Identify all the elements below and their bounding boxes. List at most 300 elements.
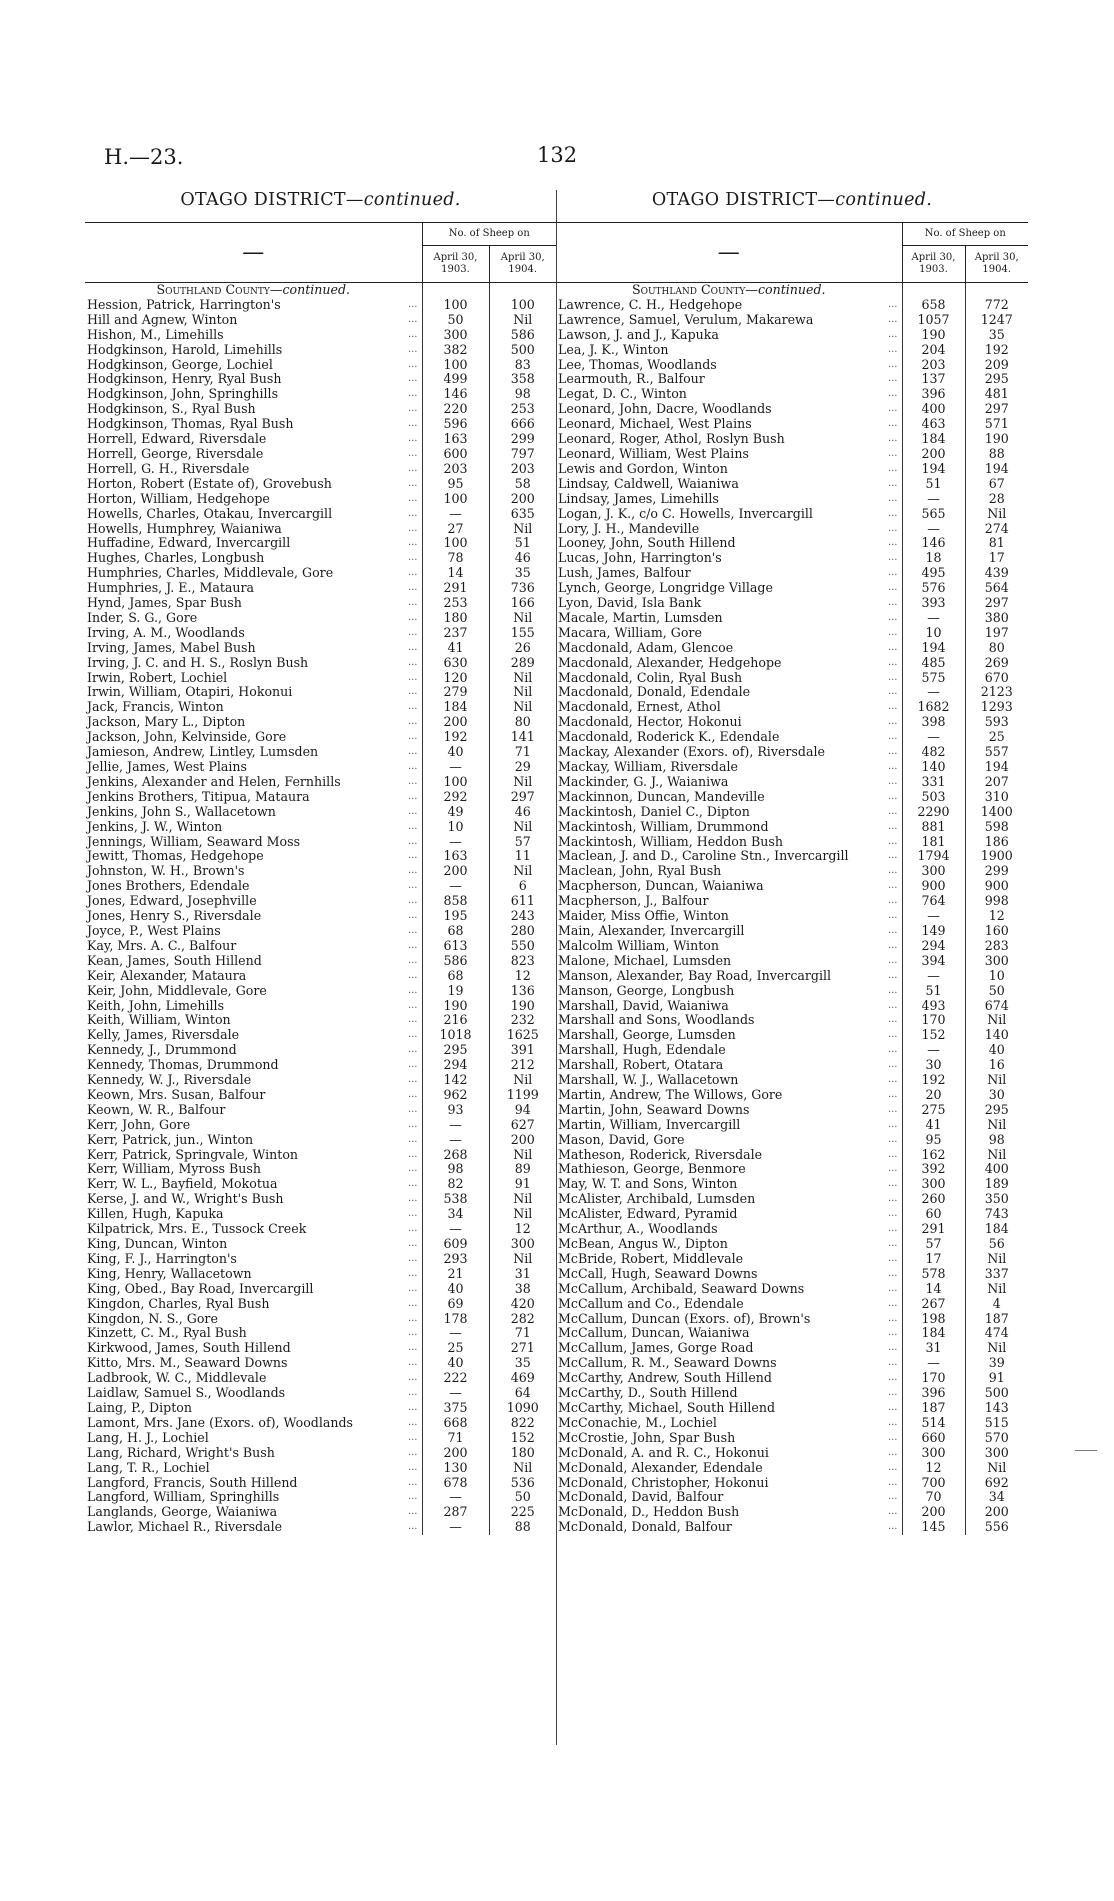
owner-name: Kitto, Mrs. M., Seaward Downs ... <box>87 1356 418 1371</box>
owner-name: Jennings, William, Seaward Moss ... <box>87 834 418 849</box>
owner-name: Kerr, Patrick, Springvale, Winton ... <box>87 1147 418 1162</box>
table-row <box>556 1013 1028 1028</box>
sheep-1904: 30 <box>965 1088 1028 1103</box>
sheep-1903: — <box>902 1356 965 1371</box>
owner-name: Langford, Francis, South Hillend ... <box>87 1475 418 1490</box>
table-row <box>556 805 1028 820</box>
table-row <box>85 775 556 790</box>
table-row <box>556 1446 1028 1461</box>
sheep-1903: 41 <box>902 1118 965 1133</box>
leader-dots: ... <box>406 954 418 969</box>
left-county-italic: continued. <box>282 282 351 297</box>
owner-name: McCallum, Duncan (Exors. of), Brown's ... <box>558 1311 898 1326</box>
owner-name: McCallum, R. M., Seaward Downs ... <box>558 1356 898 1371</box>
leader-dots: ... <box>886 939 898 954</box>
leader-dots: ... <box>406 745 418 760</box>
owner-name: McDonald, Christopher, Hokonui ... <box>558 1475 898 1490</box>
table-row <box>556 1312 1028 1327</box>
owner-name: Lang, T. R., Lochiel ... <box>87 1460 418 1475</box>
leader-dots: ... <box>886 685 898 700</box>
leader-dots: ... <box>406 775 418 790</box>
table-row <box>85 1207 556 1222</box>
table-row <box>556 1297 1028 1312</box>
sheep-1904: 1090 <box>489 1401 556 1416</box>
owner-name: Joyce, P., West Plains ... <box>87 923 418 938</box>
sheep-1903: 27 <box>422 522 489 537</box>
sheep-1904: 598 <box>965 820 1028 835</box>
owner-name: Hill and Agnew, Winton ... <box>87 312 418 327</box>
leader-dots: ... <box>886 760 898 775</box>
sheep-1904: 4 <box>965 1297 1028 1312</box>
sheep-1904: 212 <box>489 1058 556 1073</box>
table-row <box>556 1401 1028 1416</box>
table-row <box>556 1222 1028 1237</box>
table-row <box>556 1207 1028 1222</box>
leader-dots: ... <box>886 462 898 477</box>
sheep-1904: 140 <box>965 1028 1028 1043</box>
table-row <box>556 1520 1028 1535</box>
leader-dots: ... <box>406 551 418 566</box>
sheep-1904: 310 <box>965 790 1028 805</box>
leader-dots: ... <box>406 1058 418 1073</box>
leader-dots: ... <box>406 939 418 954</box>
owner-name: McDonald, D., Heddon Bush ... <box>558 1505 898 1520</box>
sheep-1903: — <box>422 1326 489 1341</box>
sheep-1904: 6 <box>489 879 556 894</box>
owner-name: McDonald, Alexander, Edendale ... <box>558 1460 898 1475</box>
sheep-1903: 93 <box>422 1103 489 1118</box>
table-row <box>556 462 1028 477</box>
leader-dots: ... <box>886 1431 898 1446</box>
owner-name: Main, Alexander, Invercargill ... <box>558 923 898 938</box>
owner-name: Mathieson, George, Benmore ... <box>558 1162 898 1177</box>
leader-dots: ... <box>886 715 898 730</box>
sheep-1904: 1625 <box>489 1028 556 1043</box>
leader-dots: ... <box>886 775 898 790</box>
table-row <box>85 715 556 730</box>
sheep-1904: 50 <box>965 984 1028 999</box>
table-row <box>556 417 1028 432</box>
sheep-1904: 26 <box>489 641 556 656</box>
sheep-1904: 12 <box>489 969 556 984</box>
table-row <box>85 536 556 551</box>
owner-name: Marshall, David, Waianiwa ... <box>558 998 898 1013</box>
owner-name: McCallum and Co., Edendale ... <box>558 1296 898 1311</box>
owner-name: Matheson, Roderick, Riversdale ... <box>558 1147 898 1162</box>
table-row <box>556 387 1028 402</box>
sheep-1904: 439 <box>965 566 1028 581</box>
sheep-1903: — <box>902 611 965 626</box>
leader-dots: ... <box>886 1028 898 1043</box>
sheep-1904: 83 <box>489 358 556 373</box>
owner-name: Langlands, George, Waianiwa ... <box>87 1505 418 1520</box>
table-row <box>85 417 556 432</box>
table-row <box>556 596 1028 611</box>
sheep-1903: 204 <box>902 343 965 358</box>
table-row <box>556 1476 1028 1491</box>
table-row <box>556 1043 1028 1058</box>
sheep-1903: 198 <box>902 1312 965 1327</box>
leader-dots: ... <box>406 492 418 507</box>
table-row <box>85 894 556 909</box>
table-row <box>85 1520 556 1535</box>
sheep-1903: 163 <box>422 849 489 864</box>
sheep-1904: 586 <box>489 328 556 343</box>
owner-name: Howells, Humphrey, Waianiwa ... <box>87 521 418 536</box>
table-row <box>85 522 556 537</box>
sheep-1903: 162 <box>902 1148 965 1163</box>
table-row <box>85 1461 556 1476</box>
sheep-1903: 195 <box>422 909 489 924</box>
table-row <box>85 581 556 596</box>
table-row <box>556 1431 1028 1446</box>
sheep-1904: 98 <box>965 1133 1028 1148</box>
sheep-1903: 190 <box>902 328 965 343</box>
sheep-1904: 28 <box>965 492 1028 507</box>
table-row <box>556 492 1028 507</box>
sheep-1903: — <box>902 492 965 507</box>
table-row <box>556 909 1028 924</box>
sheep-1904: 12 <box>489 1222 556 1237</box>
sheep-1904: 822 <box>489 1416 556 1431</box>
leader-dots: ... <box>886 1118 898 1133</box>
owner-name: McCarthy, D., South Hillend ... <box>558 1386 898 1401</box>
table-row <box>85 1297 556 1312</box>
leader-dots: ... <box>886 1148 898 1163</box>
sheep-1903: 200 <box>422 715 489 730</box>
owner-name: Martin, Andrew, The Willows, Gore ... <box>558 1087 898 1102</box>
leader-dots: ... <box>886 1341 898 1356</box>
sheep-1904: 25 <box>965 730 1028 745</box>
leader-dots: ... <box>406 1103 418 1118</box>
leader-dots: ... <box>886 1073 898 1088</box>
sheep-1903: 279 <box>422 685 489 700</box>
leader-dots: ... <box>886 745 898 760</box>
table-row <box>556 1356 1028 1371</box>
owner-name: Leonard, William, West Plains ... <box>558 446 898 461</box>
sheep-1903: 10 <box>902 626 965 641</box>
sheep-1903: 613 <box>422 939 489 954</box>
sheep-1904: 100 <box>489 298 556 313</box>
sheep-1903: 21 <box>422 1267 489 1282</box>
leader-dots: ... <box>406 1520 418 1535</box>
owner-name: Kilpatrick, Mrs. E., Tussock Creek ... <box>87 1222 418 1237</box>
sheep-1903: 495 <box>902 566 965 581</box>
leader-dots: ... <box>886 1222 898 1237</box>
sheep-1904: 11 <box>489 849 556 864</box>
sheep-1903: 130 <box>422 1461 489 1476</box>
sheep-1903: 192 <box>422 730 489 745</box>
owner-name: Kirkwood, James, South Hillend ... <box>87 1341 418 1356</box>
table-row <box>556 1386 1028 1401</box>
owner-name: Kerr, John, Gore ... <box>87 1117 418 1132</box>
owner-name: Lawrence, Samuel, Verulum, Makarewa ... <box>558 312 898 327</box>
leader-dots: ... <box>406 1013 418 1028</box>
owner-name: Horton, Robert (Estate of), Grovebush ... <box>87 476 418 491</box>
owner-name: Jamieson, Andrew, Lintley, Lumsden ... <box>87 745 418 760</box>
sheep-1903: 120 <box>422 671 489 686</box>
sheep-1903: 140 <box>902 760 965 775</box>
sheep-1904: 536 <box>489 1476 556 1491</box>
sheep-1904: 295 <box>965 372 1028 387</box>
table-row <box>556 820 1028 835</box>
sheep-1904: 207 <box>965 775 1028 790</box>
leader-dots: ... <box>406 969 418 984</box>
owner-name: Keith, William, Winton ... <box>87 1013 418 1028</box>
table-row <box>556 984 1028 999</box>
owner-name: Horrell, George, Riversdale ... <box>87 446 418 461</box>
table-row <box>556 1103 1028 1118</box>
sheep-1904: 88 <box>965 447 1028 462</box>
sheep-1904: 166 <box>489 596 556 611</box>
owner-name: Macdonald, Adam, Glencoe ... <box>558 640 898 655</box>
sheep-1904: 481 <box>965 387 1028 402</box>
sheep-1904: Nil <box>965 1282 1028 1297</box>
leader-dots: ... <box>406 864 418 879</box>
sheep-1904: 80 <box>489 715 556 730</box>
leader-dots: ... <box>886 969 898 984</box>
owner-name: Jones Brothers, Edendale ... <box>87 879 418 894</box>
sheep-1903: 514 <box>902 1416 965 1431</box>
leader-dots: ... <box>406 1356 418 1371</box>
sheep-1904: Nil <box>489 611 556 626</box>
sheep-1904: 772 <box>965 298 1028 313</box>
owner-name: Lindsay, James, Limehills ... <box>558 491 898 506</box>
leader-dots: ... <box>886 1446 898 1461</box>
leader-dots: ... <box>886 671 898 686</box>
table-row <box>556 1177 1028 1192</box>
sheep-1903: 57 <box>902 1237 965 1252</box>
table-row <box>85 1073 556 1088</box>
sheep-1903: 190 <box>422 999 489 1014</box>
sheep-1903: 178 <box>422 1312 489 1327</box>
table-row <box>85 507 556 522</box>
leader-dots: ... <box>406 1341 418 1356</box>
table-row <box>85 432 556 447</box>
leader-dots: ... <box>886 1043 898 1058</box>
owner-name: Marshall, Hugh, Edendale ... <box>558 1043 898 1058</box>
sheep-1904: Nil <box>489 864 556 879</box>
table-row <box>85 984 556 999</box>
leader-dots: ... <box>886 566 898 581</box>
sheep-1904: 627 <box>489 1118 556 1133</box>
sheep-1903: 200 <box>422 1446 489 1461</box>
table-row <box>556 1252 1028 1267</box>
sheep-1903: 40 <box>422 1282 489 1297</box>
owner-name: Kennedy, Thomas, Drummond ... <box>87 1058 418 1073</box>
owner-name: Kingdon, Charles, Ryal Bush ... <box>87 1296 418 1311</box>
owner-name: Kennedy, J., Drummond ... <box>87 1043 418 1058</box>
table-row <box>556 313 1028 328</box>
owner-name: Macdonald, Donald, Edendale ... <box>558 685 898 700</box>
leader-dots: ... <box>886 477 898 492</box>
sheep-1903: 220 <box>422 402 489 417</box>
sheep-1904: 12 <box>965 909 1028 924</box>
sheep-1903: 192 <box>902 1073 965 1088</box>
table-row <box>85 298 556 313</box>
page-number: 132 <box>537 143 578 167</box>
table-row <box>85 969 556 984</box>
sheep-1904: 900 <box>965 879 1028 894</box>
owner-name: Macpherson, Duncan, Waianiwa ... <box>558 879 898 894</box>
sheep-1903: 181 <box>902 835 965 850</box>
leader-dots: ... <box>886 432 898 447</box>
leader-dots: ... <box>886 1416 898 1431</box>
sheep-1904: 1247 <box>965 313 1028 328</box>
sheep-1903: 300 <box>422 328 489 343</box>
right-owner-header: — <box>556 223 902 283</box>
table-row <box>85 1371 556 1386</box>
leader-dots: ... <box>886 864 898 879</box>
sheep-1904: Nil <box>489 1207 556 1222</box>
left-county-heading <box>85 283 422 298</box>
table-row <box>556 1088 1028 1103</box>
table-row <box>85 313 556 328</box>
table-row <box>85 1058 556 1073</box>
sheep-1903: 20 <box>902 1088 965 1103</box>
leader-dots: ... <box>406 730 418 745</box>
owner-name: Hynd, James, Spar Bush ... <box>87 596 418 611</box>
owner-name: Hishon, M., Limehills ... <box>87 327 418 342</box>
sheep-1904: 271 <box>489 1341 556 1356</box>
leader-dots: ... <box>886 551 898 566</box>
sheep-1903: 50 <box>422 313 489 328</box>
sheep-1904: Nil <box>489 1192 556 1207</box>
sheep-1903: 100 <box>422 492 489 507</box>
sheep-1903: 392 <box>902 1162 965 1177</box>
sheep-1904: 1199 <box>489 1088 556 1103</box>
sheep-1903: 396 <box>902 1386 965 1401</box>
owner-name: Howells, Charles, Otakau, Invercargill ... <box>87 506 418 521</box>
owner-name: Mackinnon, Duncan, Mandeville ... <box>558 789 898 804</box>
sheep-1903: 300 <box>902 1446 965 1461</box>
leader-dots: ... <box>406 1133 418 1148</box>
leader-dots: ... <box>406 1312 418 1327</box>
sheep-1903: 668 <box>422 1416 489 1431</box>
owner-name: Maider, Miss Offie, Winton ... <box>558 909 898 924</box>
owner-name: Lang, H. J., Lochiel ... <box>87 1430 418 1445</box>
owner-name: McDonald, A. and R. C., Hokonui ... <box>558 1445 898 1460</box>
table-row <box>85 1312 556 1327</box>
table-row <box>556 835 1028 850</box>
owner-name: Kingdon, N. S., Gore ... <box>87 1311 418 1326</box>
sheep-1904: 564 <box>965 581 1028 596</box>
leader-dots: ... <box>886 1297 898 1312</box>
leader-dots: ... <box>406 1043 418 1058</box>
sheep-1903: 12 <box>902 1461 965 1476</box>
sheep-1903: 586 <box>422 954 489 969</box>
sheep-1904: Nil <box>965 1341 1028 1356</box>
owner-name: Marshall, George, Lumsden ... <box>558 1028 898 1043</box>
sheep-1904: 400 <box>965 1162 1028 1177</box>
sheep-1904: 674 <box>965 999 1028 1014</box>
sheep-1903: 31 <box>902 1341 965 1356</box>
sheep-1904: Nil <box>489 685 556 700</box>
owner-name: Jackson, John, Kelvinside, Gore ... <box>87 730 418 745</box>
owner-name: Horrell, G. H., Riversdale ... <box>87 461 418 476</box>
sheep-1903: 292 <box>422 790 489 805</box>
table-row <box>85 1431 556 1446</box>
sheep-1904: 50 <box>489 1490 556 1505</box>
owner-name: Mackay, Alexander (Exors. of), Riversdale ... <box>558 745 898 760</box>
table-row <box>85 685 556 700</box>
sheep-1904: Nil <box>965 1252 1028 1267</box>
sheep-1903: 216 <box>422 1013 489 1028</box>
leader-dots: ... <box>886 984 898 999</box>
owner-name: Lyon, David, Isla Bank ... <box>558 596 898 611</box>
sheep-1903: 68 <box>422 924 489 939</box>
leader-dots: ... <box>886 1356 898 1371</box>
sheep-1903: 268 <box>422 1148 489 1163</box>
margin-mark <box>1075 1450 1097 1454</box>
sheep-1903: 187 <box>902 1401 965 1416</box>
leader-dots: ... <box>886 328 898 343</box>
owner-name: Lawrence, C. H., Hedgehope ... <box>558 297 898 312</box>
sheep-1904: 391 <box>489 1043 556 1058</box>
sheep-1903: 394 <box>902 954 965 969</box>
table-row <box>85 626 556 641</box>
table-row <box>85 1133 556 1148</box>
table-row <box>556 849 1028 864</box>
sheep-1904: Nil <box>489 1252 556 1267</box>
table-row <box>85 656 556 671</box>
owner-name: Lynch, George, Longridge Village ... <box>558 581 898 596</box>
table-row <box>556 969 1028 984</box>
sheep-1903: 900 <box>902 879 965 894</box>
owner-name: Horrell, Edward, Riversdale ... <box>87 432 418 447</box>
table-row <box>85 1118 556 1133</box>
sheep-1904: 194 <box>965 462 1028 477</box>
table-row <box>556 715 1028 730</box>
sheep-1903: 71 <box>422 1431 489 1446</box>
table-row <box>85 805 556 820</box>
table-row <box>556 1073 1028 1088</box>
sheep-1903: 146 <box>422 387 489 402</box>
leader-dots: ... <box>886 730 898 745</box>
sheep-1904: 143 <box>965 1401 1028 1416</box>
owner-name: Lawson, J. and J., Kapuka ... <box>558 327 898 342</box>
table-row <box>556 611 1028 626</box>
sheep-1904: 635 <box>489 507 556 522</box>
sheep-1903: — <box>902 730 965 745</box>
sheep-1903: 194 <box>902 641 965 656</box>
table-row <box>85 1267 556 1282</box>
owner-name: Marshall, Robert, Otatara ... <box>558 1058 898 1073</box>
sheep-1903: 49 <box>422 805 489 820</box>
owner-name: Macale, Martin, Lumsden ... <box>558 610 898 625</box>
sheep-1903: 184 <box>902 1326 965 1341</box>
leader-dots: ... <box>886 835 898 850</box>
sheep-1904: Nil <box>489 820 556 835</box>
sheep-1903: 485 <box>902 656 965 671</box>
leader-dots: ... <box>406 1371 418 1386</box>
leader-dots: ... <box>406 566 418 581</box>
leader-dots: ... <box>406 1267 418 1282</box>
sheep-1903: 678 <box>422 1476 489 1491</box>
leader-dots: ... <box>406 1028 418 1043</box>
sheep-1903: 287 <box>422 1505 489 1520</box>
table-row <box>556 432 1028 447</box>
leader-dots: ... <box>886 313 898 328</box>
leader-dots: ... <box>886 358 898 373</box>
sheep-1903: 660 <box>902 1431 965 1446</box>
owner-name: Jones, Henry S., Riversdale ... <box>87 909 418 924</box>
sheep-1904: 243 <box>489 909 556 924</box>
sheep-1903: 145 <box>902 1520 965 1535</box>
left-owner-header: — <box>85 223 422 283</box>
sheep-1903: 493 <box>902 999 965 1014</box>
leader-dots: ... <box>406 343 418 358</box>
